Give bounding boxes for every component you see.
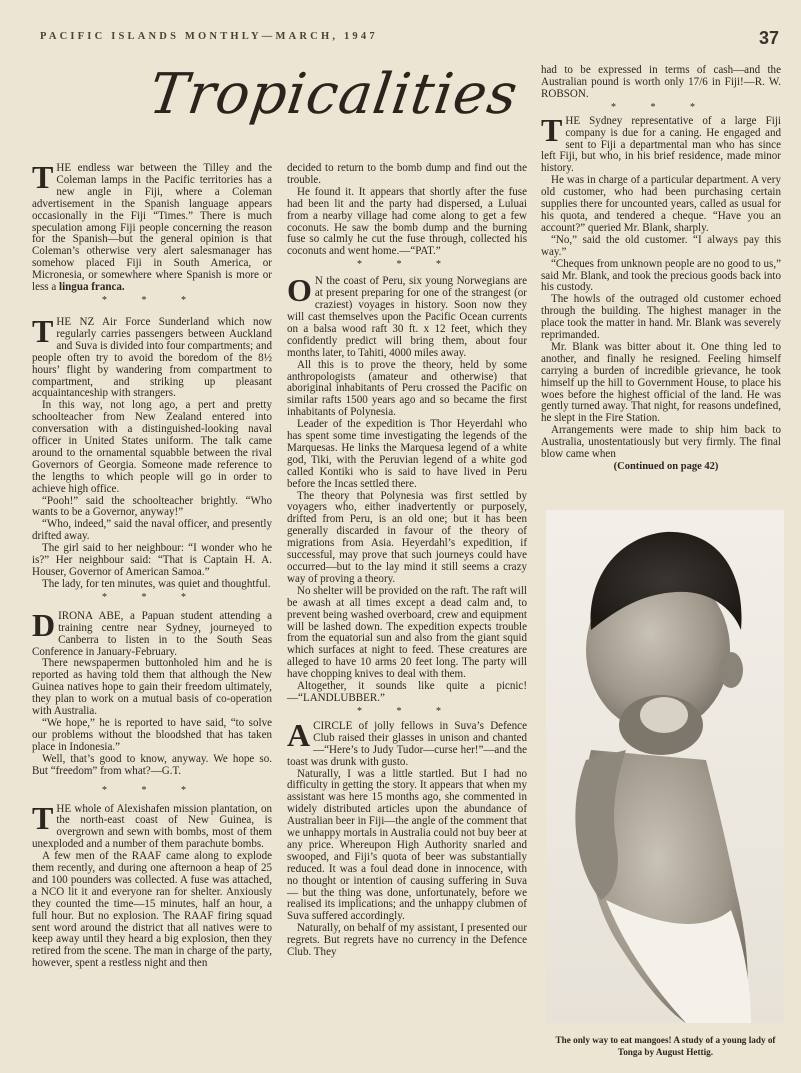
article-text: N the coast of Peru, six young Norwegians are at present preparing for one of the strangest (or craziest) voyages in history. Soon now they will cast themselves upon the Pacific Ocean currents on a balsa wood raft 30 ft. x 12 feet, which they confidently predict will bring them, about four months later, to Tahiti, 4000 miles away. [287, 275, 527, 359]
continued-note: (Continued on page 42) [613, 461, 719, 472]
article-text: HE NZ Air Force Sunderland which now regularly carries passengers between Auckland and Suva is divided into four compartments; and people often try to avoid the boredom of the 8½ hours’ flight by wandering from compartment to compartment, and striking up pleasant acquaintanceship with strangers. [32, 315, 272, 400]
article-alexishafen [32, 799, 272, 852]
photo-caption: The only way to eat mangoes! A study of a young lady of Tonga by August Hettig. [555, 1035, 776, 1057]
article-defence-club [287, 716, 527, 769]
paragraph: “We hope,” he is reported to have said, “to solve our problems without the bloodshed that has taken place in Indonesia.” [32, 716, 272, 753]
article-sydney-representative [541, 111, 781, 176]
paragraph: He found it. It appears that shortly after the fuse had been lit and the party had dispersed, a Luluai from a nearby village had come along to get a few coconuts. He saw the bomb dump and the burning fuse so calmly he cut the fuse through, collected his coconuts and went home.—“PAT.” [287, 185, 527, 258]
paragraph: There newspapermen buttonholed him and he is reported as having told them that although the New Guinea natives hope to gain their freedom ultimately, they plan to work on a mutual basis of co-operation with Australia. [32, 657, 272, 718]
paragraph: The howls of the outraged old customer echoed through the building. The highest manager in the place took the matter in hand. Mr. Blank was severely reprimanded. [541, 293, 781, 342]
drop-cap: T [32, 799, 54, 836]
paragraph: No shelter will be provided on the raft. The raft will be awash at all times except a dead calm and, to prevent being washed overboard, crew and equipment will be lashed down. The expedition expects trouble from the equatorial sun and also from the giant squid which surfaces at night to feed. These creatures are alleged to have 10 arms 20 feet long. The party will have chopping knives to deal with them. [287, 584, 527, 681]
paragraph: Altogether, it sounds like quite a picnic!—“LANDLUBBER.” [287, 680, 527, 704]
separator: * * * [102, 784, 202, 796]
article-text: HE Sydney representative of a large Fiji company is due for a caning. He engaged and sent to Fiji a departmental man who has since left Fiji, but who, in his brief residence, made minor history. [541, 114, 781, 175]
paragraph: Leader of the expedition is Thor Heyerdahl who has spent some time investigating the legends of the Marquesas. He links the Marquesa legend of a white god, Tiki, with the Peruvian legend of a white god called Kontiki who is said to have lived in Peru before the Incas settled there. [287, 418, 527, 490]
girl-eating-mango-photo [546, 510, 784, 1023]
article-text: CIRCLE of jolly fellows in Suva’s Defence Club raised their glasses in unison and chanted—“Here’s to Judy Tudor—curse her!”—and the toast was drunk with gusto. [287, 719, 527, 768]
article-dirona-abe [32, 606, 272, 659]
paragraph: Naturally, I was a little startled. But I had no difficulty in getting the story. It appears that when my assistant was here 15 months ago, she commented in widely distributed articles upon the abundance of Australian beer in Fiji—the angle of the comment that we unhappy mortals in Australia could not buy beer at any price. Whereupon High Authority snarled and swooped, and Fiji’s quota of beer was substantially reduced. It was a foul dead done in innocence, with no thought or intention of causing suffering in Suva — but the thing was done, unfortunately, before we realised its implications; and the unhappy clubmen of Suva suffered accordingly. [287, 767, 527, 923]
drop-cap: T [32, 159, 54, 195]
drop-cap: T [541, 111, 563, 148]
separator: * * * [611, 101, 711, 113]
drop-cap: O [287, 272, 312, 309]
paragraph: “Who, indeed,” said the naval officer, and presently drifted away. [32, 518, 272, 543]
photograph [546, 510, 784, 1023]
paragraph: “No,” said the old customer. “I always pay this way.” [541, 233, 781, 258]
article-sunderland [32, 312, 272, 400]
running-header: PACIFIC ISLANDS MONTHLY—MARCH, 1947 [40, 31, 378, 42]
separator: * * * [102, 294, 202, 306]
paragraph: All this is to prove the theory, held by some anthropologists (amateur and otherwise) that aboriginal inhabitants of Peru crossed the Pacific on similar rafts 1500 years ago and so became the first inhabitants of Polynesia. [287, 358, 527, 419]
paragraph: decided to return to the bomb dump and find out the trouble. [287, 162, 527, 186]
paragraph: “Pooh!” said the schoolteacher brightly. “Who wants to be a Governor, anyway!” [32, 494, 272, 519]
separator: * * * [357, 259, 457, 271]
article-text: HE endless war between the Tilley and the Coleman lamps in the Pacific territories has a new angle in Fiji, where a Coleman advertisement in the Spanish language appears occasionally in the Fiji “Times.” There is much speculation among Fiji people concerning the reason for the Spanish—but the general opinion is that Coleman’s otherwise very alert salesmanager has somehow placed Fiji in South America, or Micronesia, or somewhere where Spanish is more or less a [32, 162, 272, 294]
column-1 [32, 159, 272, 970]
column-2 [287, 163, 527, 959]
drop-cap: T [32, 312, 54, 349]
article-kontiki-raft [287, 272, 527, 359]
page-number: 37 [758, 28, 779, 48]
paragraph: Arrangements were made to ship him back to Australia, unostentatiously but very firmly. The final blow came when [541, 424, 781, 461]
drop-cap: D [32, 606, 56, 643]
article-tilley-lamps [32, 159, 272, 294]
article-text: HE whole of Alexishafen mission plantation, on the north-east coast of New Guinea, is overgrown and sewn with bombs, most of them unexploded and a number of them parachute bombs. [32, 802, 272, 851]
paragraph: A few men of the RAAF came along to explode them recently, and during one afternoon a heap of 25 and 100 pounders was collected. A fuse was attached, a NCO lit it and everyone ran for shelter. Anxiously they counted the time—15 minutes, half an hour, a full hour. But no explosion. The RAAF firing squad sent word around the district that all natives were to keep away until they heard a big explosion, then they retired from the scene. The man in charge of the party, however, spent a restless night and then [32, 850, 272, 970]
column-3 [541, 65, 781, 473]
separator: * * * [357, 705, 457, 717]
paragraph: He was in charge of a particular department. A very old customer, who had been purchasing certain supplies there for uncounted years, called as usual for his quota, and tendered a cheque. “Have you an account?” queried Mr. Blank, sharply. [541, 174, 781, 234]
paragraph: The lady, for ten minutes, was quiet and thoughtful. [42, 577, 271, 590]
paragraph: Naturally, on behalf of my assistant, I presented our regrets. But regrets have no currency in the Defence Club. They [287, 922, 527, 959]
separator: * * * [102, 591, 202, 603]
paragraph: Well, that’s good to know, anyway. We hope so. But “freedom” from what?—G.T. [32, 752, 272, 777]
paragraph: The theory that Polynesia was first settled by voyagers who, either inadvertently or purposely, drifted from Peru, is an old one; but it has been generally discarded in favour of the theory of migrations from Asia. Heyerdahl’s expedition, if successful, may prove that such journeys could have occurred—but to the lay mind it still seems a crazy way of proving a theory. [287, 489, 527, 585]
paragraph: In this way, not long ago, a pert and pretty schoolteacher from New Zealand entered into conversation with a distinguished-looking naval officer in United States uniform. The talk came around to the ornamental squabble between the rival Governors of Georgia. Someone made reference to the lengths to which people will go in order to achieve high office. [32, 399, 272, 495]
emphasis-text: lingua franca. [59, 281, 125, 294]
paragraph: “Cheques from unknown people are no good to us,” said Mr. Blank, and took the precious goods back into his custody. [541, 257, 781, 294]
paragraph: had to be expressed in terms of cash—and the Australian pound is worth only 17/6 in Fiji!—R. W. ROBSON. [541, 64, 781, 100]
article-text: IRONA ABE, a Papuan student attending a training centre near Sydney, journeyed to Canberra to listen in to the South Seas Conference in January-February. [32, 609, 272, 658]
paragraph: Mr. Blank was bitter about it. One thing led to another, and finally he resigned. Feeling himself carrying a burden of incredible grievance, he took himself up the hill to Government House, to place his woes before the highest official of the land. He was gently turned away. That night, for reasons undefined, he slept in the Fire Station. [541, 340, 781, 425]
drop-cap: A [287, 716, 311, 753]
paragraph: The girl said to her neighbour: “I wonder who he is?” Her neighbour said: “That is Captain H. A. Houser, Governor of American Samoa.” [32, 542, 272, 578]
page-title: Tropicalities [145, 62, 523, 127]
